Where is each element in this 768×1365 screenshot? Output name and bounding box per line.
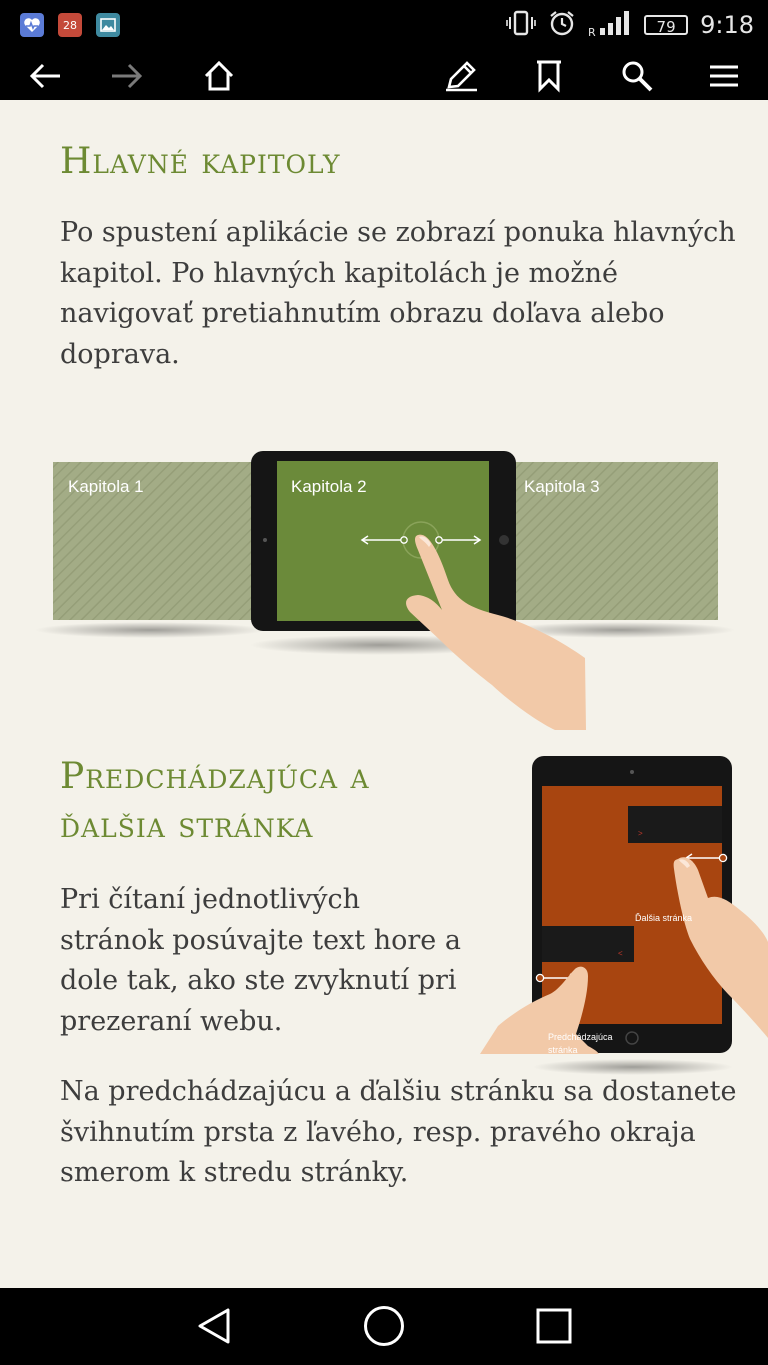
clock: 9:18 (700, 11, 754, 39)
recents-square-icon (534, 1306, 574, 1346)
section-title-prev-next-line1: Predchádzajúca a (60, 756, 370, 797)
battery-level: 79 (656, 18, 676, 36)
forward-button[interactable] (106, 58, 146, 94)
svg-text:R: R (588, 26, 596, 37)
home-button[interactable] (199, 58, 239, 94)
bookmark-button[interactable] (529, 58, 569, 94)
signal-icon (588, 9, 632, 41)
section-paragraph-main-chapters: Po spustení aplikácie se zobrazí ponuka hlavných kapitol. Po hlavných kapitolách je možné navigovať pretiahnutím obrazu doľava alebo doprava. (60, 217, 736, 370)
health-app-icon (20, 13, 44, 37)
chapter-card-2-label: Kapitola 2 (291, 477, 367, 496)
home-icon (201, 59, 237, 93)
section-paragraph-scrolling: Pri čítaní jednotlivých stránok posúvajte text hore a dole tak, ako ste zvyknutí pri prezeraní webu. (60, 884, 461, 1037)
chapter-card-3-label: Kapitola 3 (524, 477, 600, 496)
back-triangle-icon (194, 1306, 234, 1346)
calendar-day: 28 (63, 19, 77, 32)
svg-text:<: < (618, 949, 623, 958)
search-icon (620, 59, 654, 93)
prev-page-label-line1: Predchádzajúca (548, 1032, 613, 1042)
system-nav-bar (0, 1288, 768, 1365)
nav-back-button[interactable] (190, 1304, 238, 1348)
search-button[interactable] (617, 58, 657, 94)
chapter-card-1-label: Kapitola 1 (68, 477, 144, 496)
home-circle-icon (362, 1304, 406, 1348)
alarm-icon (548, 9, 576, 41)
section-paragraph-page-swipe: Na predchádzajúcu a ďalšiu stránku sa dostanete švihnutím prsta z ľavého, resp. pravého okraja smerom k stredu stránky. (60, 1076, 737, 1188)
prev-page-label-line2: stránka (548, 1045, 578, 1055)
section-title-prev-next-line2: ďalšia stránka (60, 805, 314, 846)
pencil-icon (443, 59, 479, 93)
svg-text:>: > (638, 829, 643, 838)
reader-toolbar (0, 50, 768, 100)
page-swipe-illustration (478, 754, 768, 1084)
bookmark-icon (533, 59, 565, 93)
annotate-button[interactable] (441, 58, 481, 94)
vibrate-icon (506, 10, 536, 40)
menu-icon (708, 62, 740, 90)
section-title-main-chapters: Hlavné kapitoly (60, 141, 341, 182)
calendar-app-icon (58, 13, 82, 37)
status-bar (0, 0, 768, 50)
nav-home-button[interactable] (360, 1304, 408, 1348)
chapter-swipe-illustration (0, 440, 768, 740)
forward-arrow-icon (108, 61, 144, 91)
status-icons (506, 8, 754, 42)
back-arrow-icon (28, 61, 64, 91)
gallery-app-icon (96, 13, 120, 37)
next-page-label: Ďalšia stránka (635, 913, 693, 923)
nav-recents-button[interactable] (530, 1304, 578, 1348)
battery-icon (644, 15, 688, 35)
back-button[interactable] (26, 58, 66, 94)
page-content[interactable] (0, 100, 768, 1288)
menu-button[interactable] (704, 58, 744, 94)
